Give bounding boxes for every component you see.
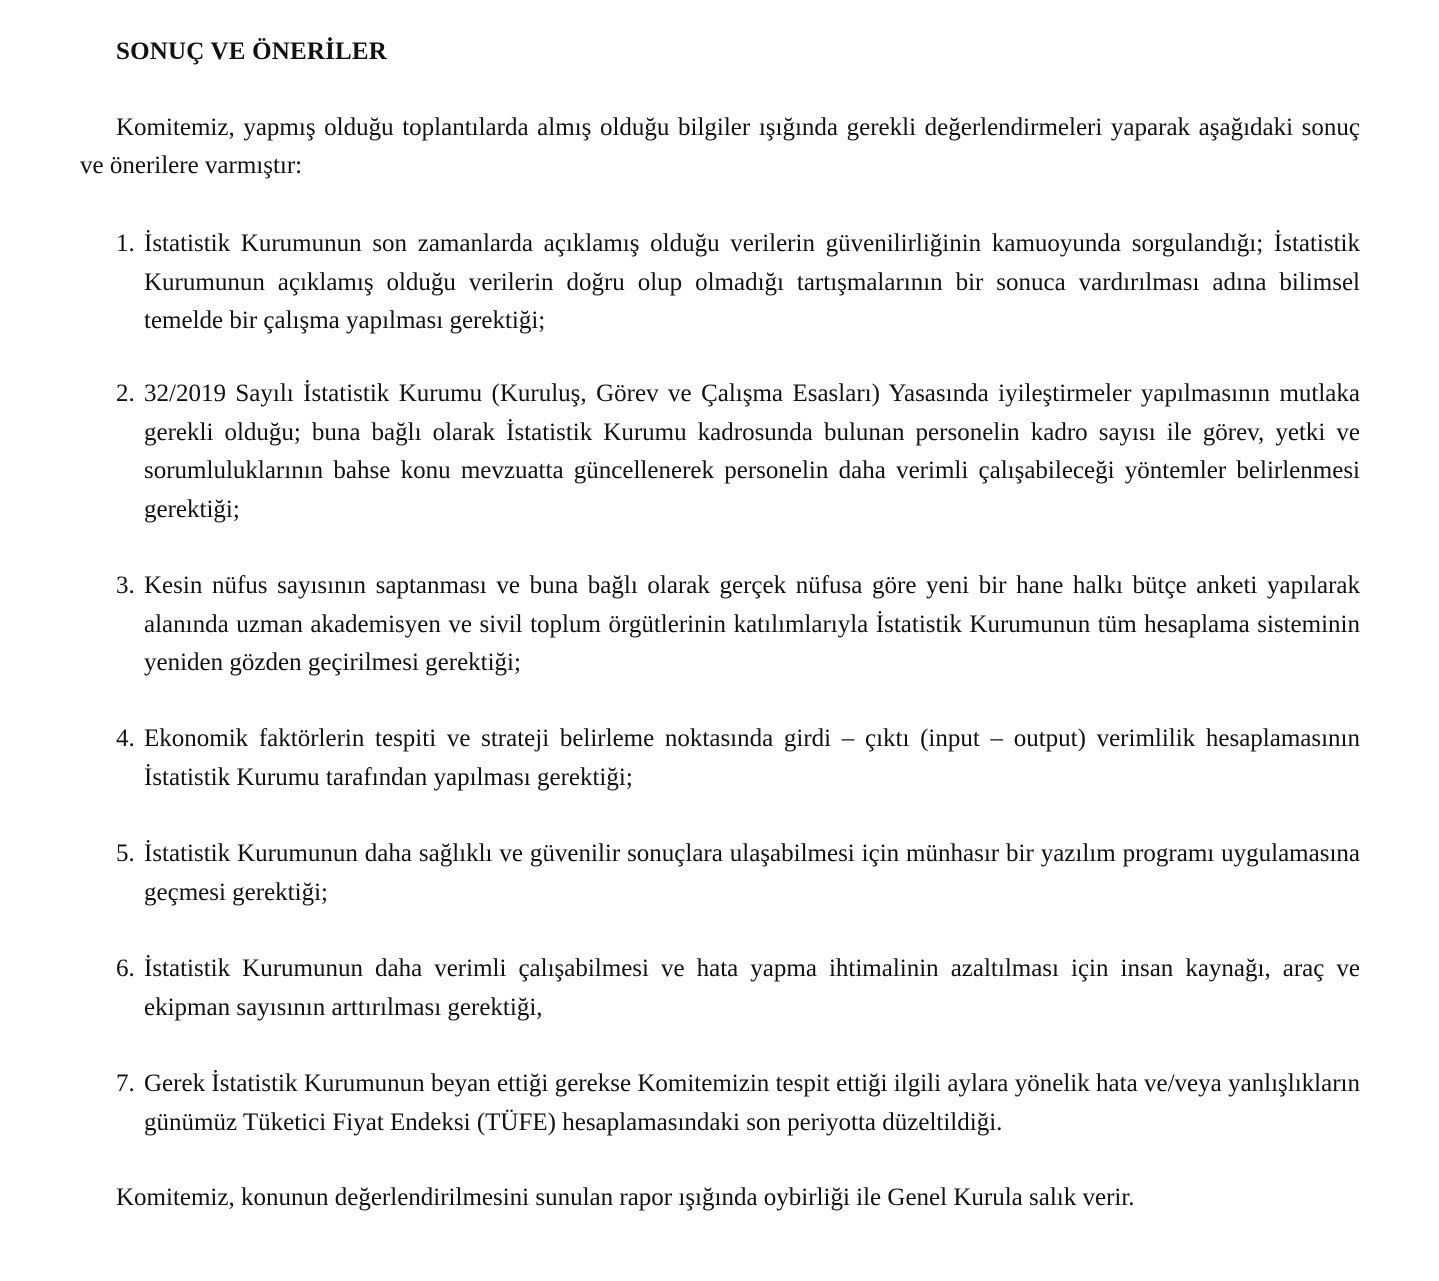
item-text: Ekonomik faktörlerin tespiti ve strateji belirleme noktasında girdi – çıktı (input – output) verimlilik hesaplamasının İstatistik Kurumu tarafından yapılması gerektiği; xyxy=(144,725,1360,791)
list-item xyxy=(116,835,1360,912)
closing-paragraph: Komitemiz, konunun değerlendirilmesini sunulan rapor ışığında oybirliği ile Genel Kurula salık verir. xyxy=(116,1184,1135,1211)
item-number: 2. xyxy=(116,380,135,407)
item-number: 3. xyxy=(116,572,135,599)
item-text: Kesin nüfus sayısının saptanması ve buna bağlı olarak gerçek nüfusa göre yeni bir hane halkı bütçe anketi yapılarak alanında uzman akademisyen ve sivil toplum örgütlerinin katılımlarıyla İstatistik Kurumunun tüm hesaplama sisteminin yeniden gözden geçirilmesi gerektiği; xyxy=(144,572,1360,676)
item-number: 7. xyxy=(116,1070,135,1097)
item-text: Gerek İstatistik Kurumunun beyan ettiği gerekse Komitemizin tespit ettiği ilgili aylara yönelik hata ve/veya yanlışlıkların günümüz Tüketici Fiyat Endeksi (TÜFE) hesaplamasındaki son periyotta düzeltildiği. xyxy=(144,1070,1360,1136)
item-number: 1. xyxy=(116,230,135,257)
list-item xyxy=(116,720,1360,797)
section-heading: SONUÇ VE ÖNERİLER xyxy=(116,38,388,65)
intro-paragraph: Komitemiz, yapmış olduğu toplantılarda almış olduğu bilgiler ışığında gerekli değerlendirmeleri yaparak aşağıdaki sonuç ve önerilere varmıştır: xyxy=(80,114,1360,179)
item-text: İstatistik Kurumunun daha sağlıklı ve güvenilir sonuçlara ulaşabilmesi için münhasır bir yazılım programı uygulamasına geçmesi gerektiği; xyxy=(144,840,1360,906)
item-text: 32/2019 Sayılı İstatistik Kurumu (Kuruluş, Görev ve Çalışma Esasları) Yasasında iyileştirmeler yapılmasının mutlaka gerekli olduğu; buna bağlı olarak İstatistik Kurumu kadrosunda bulunan personelin kadro sayısı ile görev, yetki ve sorumluluklarının bahse konu mevzuatta güncellenerek personelin daha verimli çalışabileceği yöntemler belirlenmesi gerektiği; xyxy=(144,380,1360,523)
list-item xyxy=(116,225,1360,341)
item-text: İstatistik Kurumunun daha verimli çalışabilmesi ve hata yapma ihtimalinin azaltılması için insan kaynağı, araç ve ekipman sayısının arttırılması gerektiği, xyxy=(144,955,1360,1021)
item-number: 6. xyxy=(116,955,135,982)
list-item xyxy=(116,1065,1360,1142)
list-item xyxy=(116,950,1360,1027)
list-item xyxy=(116,375,1360,529)
item-text: İstatistik Kurumunun son zamanlarda açıklamış olduğu verilerin güvenilirliğinin kamuoyunda sorgulandığı; İstatistik Kurumunun açıklamış olduğu verilerin doğru olup olmadığı tartışmalarının bir sonuca vardırılması adına bilimsel temelde bir çalışma yapılması gerektiği; xyxy=(144,230,1360,334)
item-number: 5. xyxy=(116,840,135,867)
item-number: 4. xyxy=(116,725,135,752)
list-item xyxy=(116,567,1360,683)
